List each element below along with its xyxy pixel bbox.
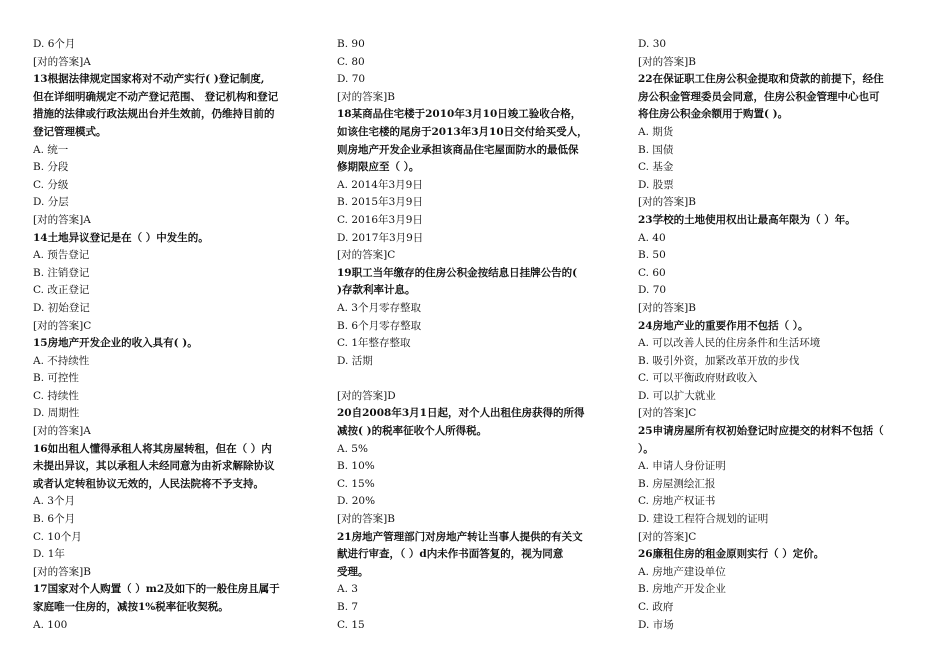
question-text-line: 19职工当年缴存的住房公积金按结息日挂牌公告的( — [337, 266, 578, 279]
option-line: D. 70 — [638, 284, 667, 297]
option-line: C. 基金 — [638, 161, 674, 174]
option-line: A. 申请人身份证明 — [638, 460, 726, 473]
option-line: D. 1年 — [33, 548, 65, 561]
option-line: A. 2014年3月9日 — [337, 178, 423, 191]
option-line: A. 3 — [337, 583, 358, 596]
option-line: D. 市场 — [638, 618, 674, 631]
question-text-line: 家庭唯一住房的，减按1%税率征收契税。 — [33, 601, 229, 613]
option-line: A. 统一 — [33, 143, 69, 156]
option-line: A. 可以改善人民的住房条件和生活环境 — [638, 337, 821, 350]
answer-key-line: [对的答案]A — [33, 425, 91, 438]
option-line: D. 70 — [337, 73, 366, 86]
answer-key-line: [对的答案]B — [638, 196, 696, 209]
question-text-line: 20自2008年3月1日起，对个人出租住房获得的所得 — [337, 407, 585, 420]
question-text-line: 26廉租住房的租金原则实行（ ）定价。 — [638, 548, 825, 561]
option-line: B. 国债 — [638, 143, 674, 156]
question-text-line: 23学校的土地使用权出让最高年限为（ ）年。 — [638, 213, 856, 226]
question-text-line: 21房地产管理部门对房地产转让当事人提供的有关文 — [337, 530, 583, 543]
option-line: C. 15 — [337, 618, 365, 631]
option-line: D. 周期性 — [33, 407, 80, 420]
option-line: D. 20% — [337, 495, 376, 508]
option-line: B. 房地产开发企业 — [638, 583, 726, 596]
option-line: D. 股票 — [638, 178, 674, 191]
option-line: C. 改正登记 — [33, 284, 90, 297]
option-line: D. 2017年3月9日 — [337, 231, 424, 244]
option-line: A. 不持续性 — [33, 354, 90, 367]
question-text-line: 22在保证职工住房公积金提取和贷款的前提下，经住 — [638, 73, 884, 86]
option-line: D. 建设工程符合规划的证明 — [638, 513, 769, 526]
option-line: D. 活期 — [337, 354, 373, 367]
option-line: B. 吸引外资，加紧改革开放的步伐 — [638, 354, 800, 367]
answer-key-line: [对的答案]A — [33, 55, 91, 68]
option-line: B. 7 — [337, 601, 359, 613]
option-line: B. 2015年3月9日 — [337, 196, 423, 209]
option-line: C. 分级 — [33, 178, 69, 191]
question-text-line: 登记管理模式。 — [33, 125, 107, 138]
option-line: D. 可以扩大就业 — [638, 389, 716, 402]
answer-key-line: [对的答案]B — [638, 301, 696, 314]
answer-key-line: [对的答案]C — [638, 407, 697, 420]
question-text-line: 25申请房屋所有权初始登记时应提交的材料不包括（ — [638, 425, 884, 438]
question-text-line: 房公积金管理委员会同意，住房公积金管理中心也可 — [638, 90, 880, 103]
question-text-line: 24房地产业的重要作用不包括（ ）。 — [638, 319, 809, 332]
column-left — [33, 36, 318, 634]
answer-key-line: [对的答案]B — [33, 565, 91, 578]
option-line: A. 40 — [638, 231, 666, 244]
question-text-line: 措施的法律或行政法规出台并生效前，仍维持目前的 — [33, 108, 275, 121]
option-line: C. 80 — [337, 55, 365, 68]
option-line: A. 100 — [33, 618, 68, 631]
answer-key-line: [对的答案]D — [337, 389, 396, 402]
question-text-line: 15房地产开发企业的收入具有( )。 — [33, 337, 198, 350]
question-text-line: 14土地异议登记是在（ ）中发生的。 — [33, 231, 209, 244]
option-line: B. 注销登记 — [33, 266, 90, 279]
option-line: B. 50 — [638, 249, 666, 262]
question-text-line: 或者认定转租协议无效的，人民法院将不予支持。 — [33, 477, 264, 490]
question-text-line: 修期限应至（ ）。 — [337, 161, 420, 174]
option-line: C. 10个月 — [33, 530, 82, 543]
answer-key-line: [对的答案]C — [638, 530, 697, 543]
option-line: A. 房地产建设单位 — [638, 565, 726, 578]
question-text-line: 受理。 — [337, 565, 369, 578]
option-line: D. 初始登记 — [33, 301, 90, 314]
question-text-line: 13根据法律规定国家将对不动产实行( )登记制度, — [33, 73, 265, 86]
option-line: C. 1年整存整取 — [337, 337, 411, 350]
blank-line — [337, 370, 619, 388]
option-line: C. 2016年3月9日 — [337, 213, 423, 226]
question-text-line: 18某商品住宅楼于2010年3月10日竣工验收合格， — [337, 108, 582, 121]
option-line: A. 期货 — [638, 125, 674, 138]
question-text-line: 如该住宅楼的尾房于2013年3月10日交付给买受人， — [337, 125, 588, 138]
option-line: A. 3个月零存整取 — [337, 301, 421, 314]
option-line: C. 15% — [337, 477, 375, 490]
option-line: B. 分段 — [33, 161, 69, 174]
answer-key-line: [对的答案]A — [33, 213, 91, 226]
answer-key-line: [对的答案]C — [337, 249, 396, 262]
column-middle — [337, 36, 619, 634]
option-line: B. 10% — [337, 460, 375, 473]
option-line: D. 6个月 — [33, 38, 76, 50]
question-text-line: 将住房公积金余额用于购置( )。 — [638, 108, 789, 121]
option-line: C. 可以平衡政府财政收入 — [638, 372, 758, 385]
option-line: B. 可控性 — [33, 372, 79, 385]
option-line: B. 90 — [337, 38, 365, 50]
answer-key-line: [对的答案]C — [33, 319, 92, 332]
question-text-line: ）。 — [638, 442, 654, 455]
option-line: C. 房地产权证书 — [638, 495, 716, 508]
option-line: C. 60 — [638, 266, 666, 279]
answer-key-line: [对的答案]B — [337, 513, 395, 526]
question-text-line: )存款利率计息。 — [337, 284, 416, 297]
option-line: A. 5% — [337, 442, 368, 455]
option-line: C. 政府 — [638, 601, 674, 613]
column-right — [638, 36, 920, 634]
option-line: D. 30 — [638, 38, 667, 50]
option-line: B. 房屋测绘汇报 — [638, 477, 716, 490]
question-text-line: 16如出租人懂得承租人将其房屋转租，但在（ ）内 — [33, 442, 272, 455]
option-line: D. 分层 — [33, 196, 69, 209]
option-line: B. 6个月零存整取 — [337, 319, 422, 332]
question-text-line: 未提出异议，其以承租人未经同意为由祈求解除协议 — [33, 460, 275, 473]
option-line: B. 6个月 — [33, 513, 76, 526]
answer-key-line: [对的答案]B — [337, 90, 395, 103]
question-text-line: 则房地产开发企业承担该商品住宅屋面防水的最低保 — [337, 143, 579, 156]
option-line: A. 预告登记 — [33, 249, 90, 262]
question-text-line: 献进行审查，（ ）d内未作书面答复的，视为同意 — [337, 548, 564, 561]
answer-key-line: [对的答案]B — [638, 55, 696, 68]
question-text-line: 但在详细明确规定不动产登记范围、 登记机构和登记 — [33, 90, 279, 103]
option-line: C. 持续性 — [33, 389, 79, 402]
option-line: A. 3个月 — [33, 495, 75, 508]
question-text-line: 17国家对个人购置（ ）m2及如下的一般住房且属于 — [33, 583, 280, 596]
question-text-line: 减按( )的税率征收个人所得税。 — [337, 425, 488, 438]
